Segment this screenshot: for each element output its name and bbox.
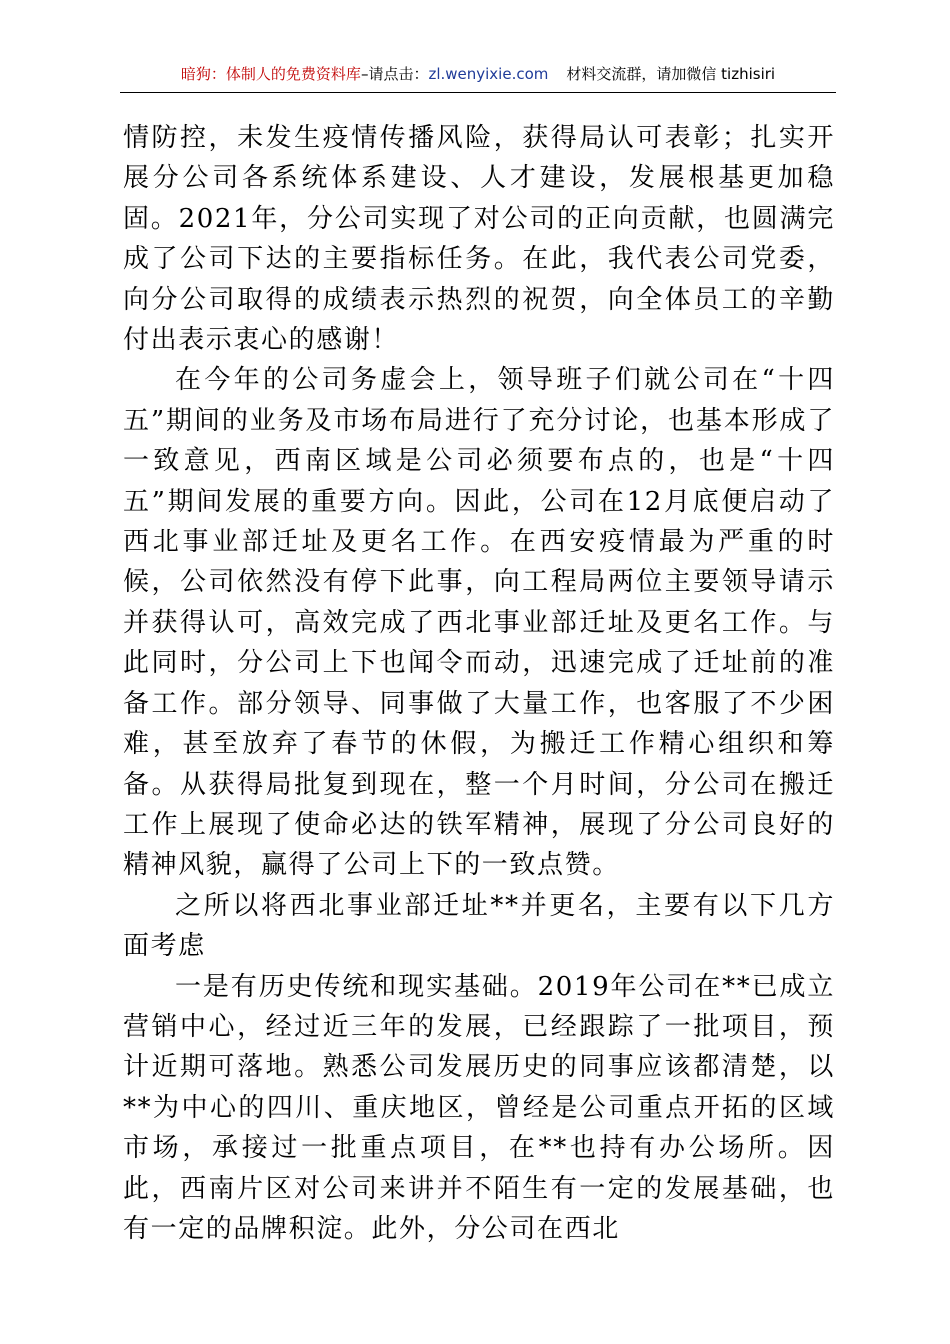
header-url-link[interactable]: zl.wenyixie.com: [428, 65, 549, 83]
header-click-label: –请点击：: [360, 65, 429, 83]
document-body: [123, 118, 835, 1249]
header-brand: 暗狗：体制人的免费资料库: [180, 65, 361, 83]
paragraph-3: 之所以将西北事业部迁址**并更名，主要有以下几方面考虑: [123, 890, 835, 962]
page-header: [120, 62, 836, 93]
paragraph-2: 在今年的公司务虚会上，领导班子们就公司在“十四五”期间的业务及市场布局进行了充分讨论，也基本形成了一致意见，西南区域是公司必须要布点的，也是“十四五”期间发展的重要方向。因此，公司在12月底便启动了西北事业部迁址及更名工作。在西安疫情最为严重的时候，公司依然没有停下此事，向工程局两位主要领导请示并获得认可，高效完成了西北事业部迁址及更名工作。与此同时，分公司上下也闻令而动，迅速完成了迁址前的准备工作。部分领导、同事做了大量工作，也客服了不少困难，甚至放弃了春节的休假，为搬迁工作精心组织和筹备。从获得局批复到现在，整一个月时间，分公司在搬迁工作上展现了使命必达的铁军精神，展现了分公司良好的精神风貌，赢得了公司上下的一致点赞。: [123, 365, 835, 881]
paragraph-1: 情防控，未发生疫情传播风险，获得局认可表彰；扎实开展分公司各系统体系建设、人才建设，发展根基更加稳固。2021年，分公司实现了对公司的正向贡献，也圆满完成了公司下达的主要指标任务。在此，我代表公司党委，向分公司取得的成绩表示热烈的祝贺，向全体员工的辛勤付出表示衷心的感谢！: [123, 123, 835, 356]
paragraph-4: 一是有历史传统和现实基础。2019年公司在**已成立营销中心，经过近三年的发展，已经跟踪了一批项目，预计近期可落地。熟悉公司发展历史的同事应该都清楚，以**为中心的四川、重庆地区，曾经是公司重点开拓的区域市场，承接过一批重点项目，在**也持有办公场所。因此，西南片区对公司来讲并不陌生有一定的发展基础，也有一定的品牌积淀。此外，分公司在西北: [123, 971, 835, 1244]
header-contact: 材料交流群，请加微信 tizhisiri: [566, 65, 776, 83]
